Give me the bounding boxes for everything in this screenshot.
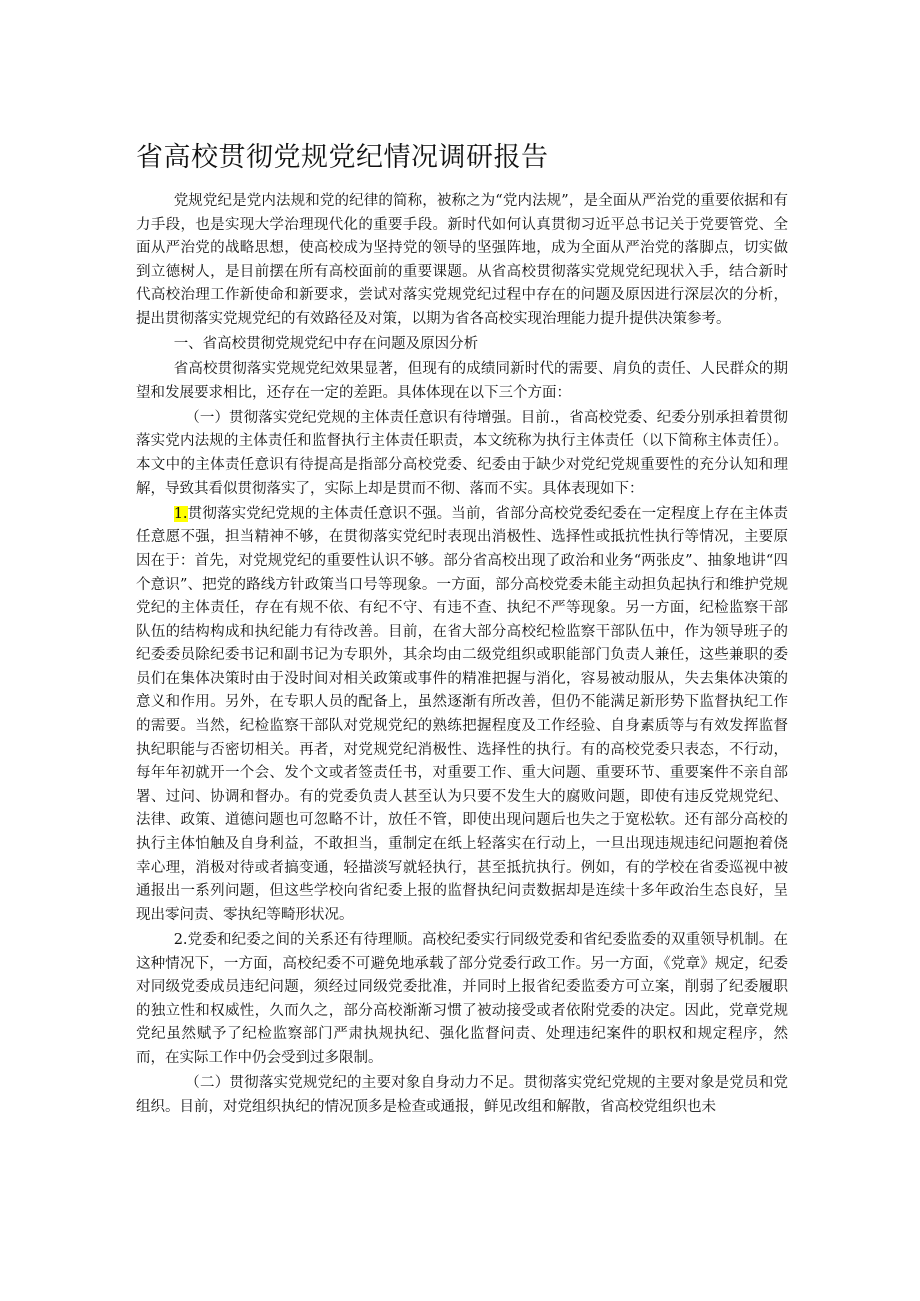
document-page [136, 140, 788, 1121]
paragraph-overview: 省高校贯彻落实党规党纪效果显著，但现有的成绩同新时代的需要、肩负的责任、人民群众的期望和发展要求相比，还存在一定的差距。具体体现在以下三个方面： [136, 361, 788, 401]
paragraph-point-one-text: 贯彻落实党纪党规的主体责任意识不强。当前，省部分高校党委纪委在一定程度上存在主体责任意愿不强，担当精神不够，在贯彻落实党纪时表现出消极性、选择性或抵抗性执行等情况，主要原因在于：首先，对党规党纪的重要性认识不够。部分省高校出现了政治和业务“两张皮”、抽象地讲“四个意识”、把党的路线方针政策当口号等现象。一方面，部分高校党委未能主动担负起执行和维护党规党纪的主体责任，存在有规不依、有纪不守、有违不查、执纪不严等现象。另一方面，纪检监察干部队伍的结构构成和执纪能力有待改善。目前，在省大部分高校纪检监察干部队伍中，作为领导班子的纪委委员除纪委书记和副书记为专职外，其余均由二级党组织或职能部门负责人兼任，这些兼职的委员们在集体决策时由于没时间对相关政策或事件的精准把握与消化，容易被动服从，失去集体决策的意义和作用。另外，在专职人员的配备上，虽然逐渐有所改善，但仍不能满足新形势下监督执纪工作的需要。当然，纪检监察干部队对党规党纪的熟练把握程度及工作经验、自身素质等与有效发挥监督执纪职能与否密切相关。再者，对党规党纪消极性、选择性的执行。有的高校党委只表态，不行动，每年年初就开一个会、发个文或者签责任书，对重要工作、重大问题、重要环节、重要案件不亲自部署、过问、协调和督办。有的党委负责人甚至认为只要不发生大的腐败问题，即使有违反党规党纪、法律、政策、道德问题也可忽略不计，放任不管，即使出现问题后也失之于宽松软。还有部分高校的执行主体怕触及自身利益，不敢担当，重制定在纸上轻落实在行动上，一旦出现违规违纪问题抱着侥幸心理，消极对待或者搞变通，轻描淡写就轻执行，甚至抵抗执行。例如，有的学校在省委巡视中被通报出一系列问题，但这些学校向省纪委上报的监督执纪问责数据却是连续十多年政治生态良好，呈现出零问责、零执纪等畸形状况。 [136, 505, 788, 923]
paragraph-intro: 党规党纪是党内法规和党的纪律的简称，被称之为“党内法规”，是全面从严治党的重要依据和有力手段，也是实现大学治理现代化的重要手段。新时代如何认真贯彻习近平总书记关于党要管党、全面从严治党的战略思想，使高校成为坚持党的领导的坚强阵地，成为全面从严治党的落脚点，切实做到立德树人，是目前摆在所有高校面前的重要课题。从省高校贯彻落实党规党纪现状入手，结合新时代高校治理工作新使命和新要求，尝试对落实党规党纪过程中存在的问题及原因进行深层次的分析，提出贯彻落实党规党纪的有效路径及对策，以期为省各高校实现治理能力提升提供决策参考。 [136, 193, 788, 327]
paragraph-point-two: 2.党委和纪委之间的关系还有待理顺。高校纪委实行同级党委和省纪委监委的双重领导机制。在这种情况下，一方面，高校纪委不可避免地承载了部分党委行政工作。另一方面，《党章》规定，纪委对同级党委成员违纪问题，须经过同级党委批准，并同时上报省纪委监委方可立案，削弱了纪委履职的独立性和权威性，久而久之，部分高校渐渐习惯了被动接受或者依附党委的决定。因此，党章党规党纪虽然赋予了纪检监察部门严肃执规执纪、强化监督问责、处理违纪案件的职权和规定程序，然而，在实际工作中仍会受到过多限制。 [136, 931, 788, 1066]
highlighted-list-marker: 1. [173, 505, 188, 522]
document-title: 省高校贯彻党规党纪情况调研报告 [136, 142, 549, 173]
section-heading: 一、省高校贯彻党规党纪中存在问题及原因分析 [173, 336, 479, 353]
subsection-two-heading: （二）贯彻落实党规党纪的主要对象自身动力不足。贯彻落实党纪党规的主要对象是党员和党组织。目前，对党组织执纪的情况顶多是检查或通报，鲜见改组和解散，省高校党组织也未 [136, 1074, 788, 1115]
paragraph-point-one [136, 503, 788, 928]
subsection-one-heading: （一）贯彻落实党纪党规的主体责任意识有待增强。目前.，省高校党委、纪委分别承担着贯彻落实党内法规的主体责任和监督执行主体责任职责，本文统称为执行主体责任（以下简称主体责任）。本文中的主体责任意识有待提高是指部分高校党委、纪委由于缺少对党纪党规重要性的充分认知和理解，导致其看似贯彻落实了，实际上却是贯而不彻、落而不实。具体表现如下： [136, 409, 788, 497]
